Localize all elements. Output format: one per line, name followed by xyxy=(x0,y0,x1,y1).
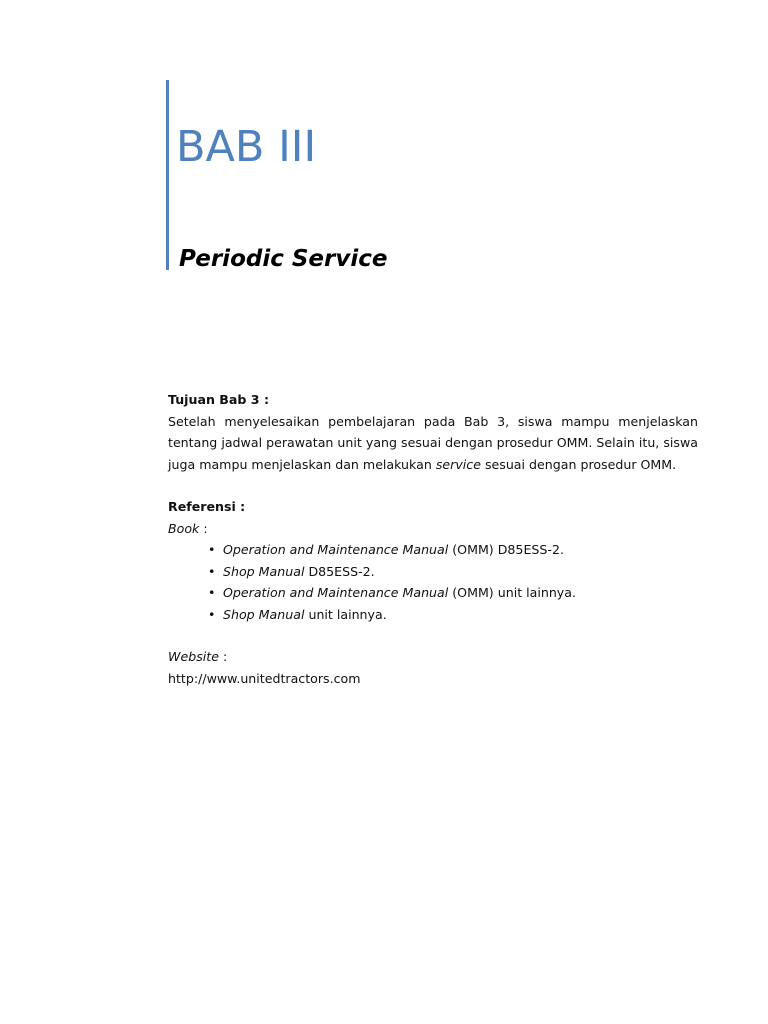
reference-item-italic: Operation and Maintenance Manual xyxy=(223,585,449,600)
reference-item-italic: Shop Manual xyxy=(223,606,305,622)
website-colon: : xyxy=(218,649,228,664)
chapter-title: BAB III xyxy=(176,122,317,172)
objective-heading: Tujuan Bab 3 : xyxy=(168,392,269,407)
bullet-icon: • xyxy=(208,563,216,579)
book-colon: : xyxy=(199,520,208,536)
reference-item-rest: (OMM) D85ESS-2. xyxy=(448,542,564,557)
spacer xyxy=(168,475,698,496)
bullet-icon: • xyxy=(208,542,216,557)
reference-item-rest: unit lainnya. xyxy=(304,606,387,622)
bullet-icon: • xyxy=(208,585,216,600)
reference-item xyxy=(208,561,698,583)
reference-item-italic: Operation and Maintenance Manual xyxy=(223,542,449,557)
objective-text-before: Setelah menyelesaikan pembelajaran pada Bab 3, siswa mampu menjelaskan tentang jadwal perawatan unit yang sesuai dengan prosedur OMM. Selain itu, siswa juga mampu menjelaskan dan melakukan xyxy=(168,413,698,472)
reference-item xyxy=(208,582,698,604)
objective-text-italic: service xyxy=(435,456,481,472)
references-heading: Referensi : xyxy=(168,499,246,514)
book-label-line xyxy=(168,518,698,540)
reference-item-rest: D85ESS-2. xyxy=(304,563,375,579)
reference-item xyxy=(208,539,698,561)
objective-paragraph xyxy=(168,411,698,476)
spacer xyxy=(168,625,698,646)
chapter-subtitle: Periodic Service xyxy=(179,246,388,272)
chapter-accent-bar xyxy=(166,80,169,270)
bullet-icon: • xyxy=(208,606,216,622)
chapter-content xyxy=(168,389,698,689)
reference-item-rest: (OMM) unit lainnya. xyxy=(448,585,576,600)
website-label: Website xyxy=(168,649,219,664)
objective-text-after: sesuai dengan prosedur OMM. xyxy=(480,456,677,472)
website-url-link[interactable]: http://www.unitedtractors.com xyxy=(168,670,361,686)
reference-list xyxy=(168,539,698,625)
reference-item xyxy=(208,604,698,626)
website-label-line xyxy=(168,646,698,668)
book-label: Book xyxy=(168,520,200,536)
reference-item-italic: Shop Manual xyxy=(223,563,305,579)
